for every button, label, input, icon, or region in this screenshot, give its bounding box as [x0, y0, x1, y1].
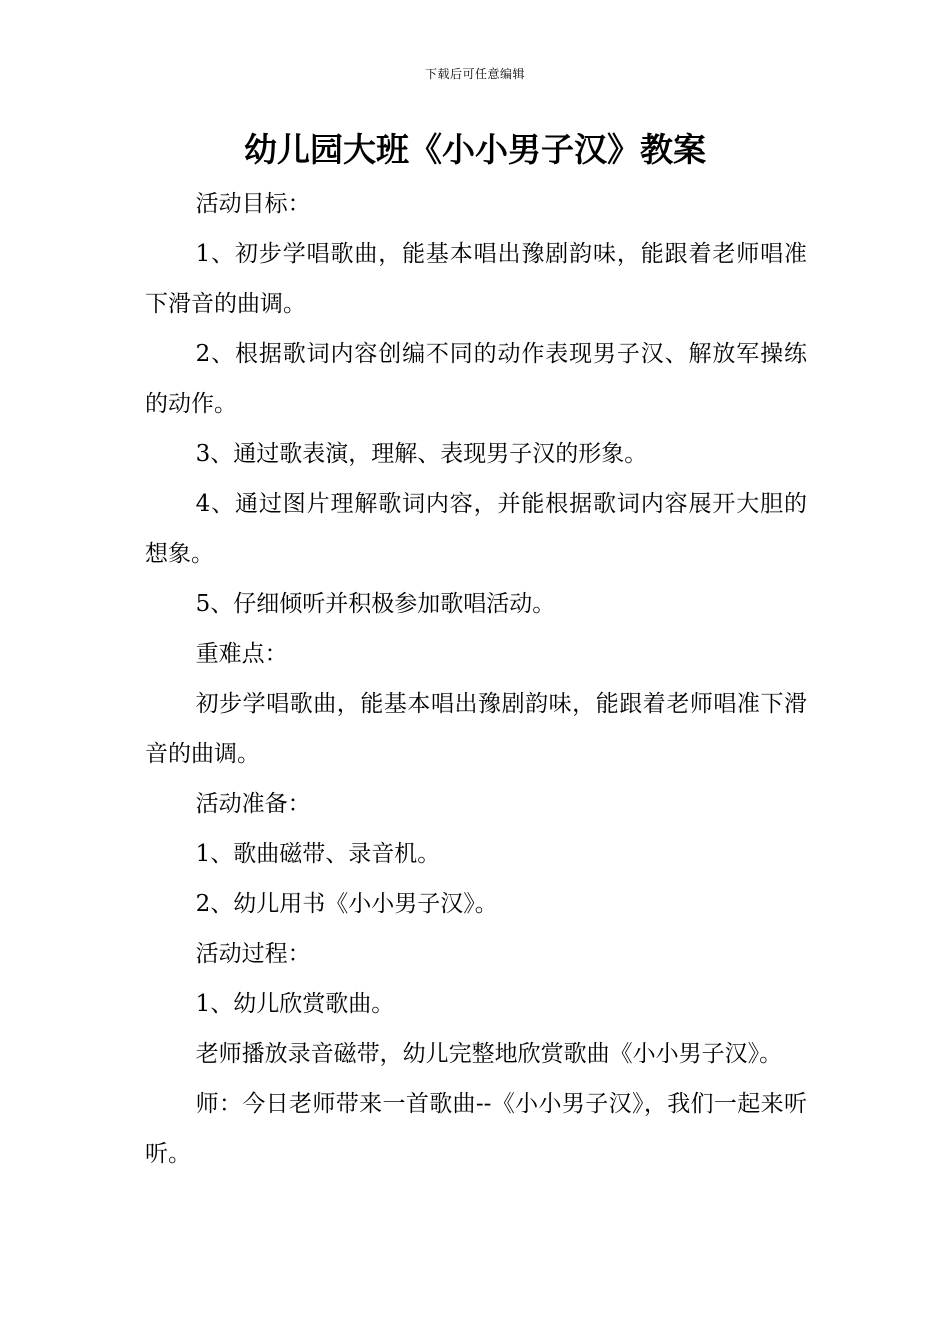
paragraph-preparation-2: 2、幼儿用书《小小男子汉》。: [195, 891, 498, 917]
paragraph-preparation-1: 1、歌曲磁带、录音机。: [195, 841, 441, 867]
paragraph-objective-2: 2、根据歌词内容创编不同的动作表现男子汉、解放军操练的动作。: [145, 341, 807, 417]
paragraph-objective-3: 3、通过歌表演，理解、表现男子汉的形象。: [195, 441, 648, 467]
paragraph-process-detail-2: 师：今日老师带来一首歌曲--《小小男子汉》，我们一起来听听。: [145, 1091, 807, 1167]
document-body: [145, 179, 807, 1179]
page-header-note: 下载后可任意编辑: [424, 67, 525, 81]
paragraph-objectives-heading: 活动目标：: [195, 191, 311, 217]
paragraph-process-heading: 活动过程：: [195, 941, 311, 967]
paragraph-objective-1: 1、初步学唱歌曲，能基本唱出豫剧韵味，能跟着老师唱准下滑音的曲调。: [145, 241, 807, 317]
paragraph-process-step-1: 1、幼儿欣赏歌曲。: [195, 991, 395, 1017]
paragraph-preparation-heading: 活动准备：: [195, 791, 311, 817]
paragraph-key-points: 初步学唱歌曲，能基本唱出豫剧韵味，能跟着老师唱准下滑音的曲调。: [145, 691, 807, 767]
paragraph-objective-4: 4、通过图片理解歌词内容，并能根据歌词内容展开大胆的想象。: [145, 491, 807, 567]
paragraph-key-points-heading: 重难点：: [195, 641, 288, 667]
paragraph-objective-5: 5、仔细倾听并积极参加歌唱活动。: [195, 591, 556, 617]
document-title: 幼儿园大班《小小男子汉》教案: [244, 130, 706, 169]
paragraph-process-detail-1: 老师播放录音磁带，幼儿完整地欣赏歌曲《小小男子汉》。: [195, 1041, 783, 1067]
